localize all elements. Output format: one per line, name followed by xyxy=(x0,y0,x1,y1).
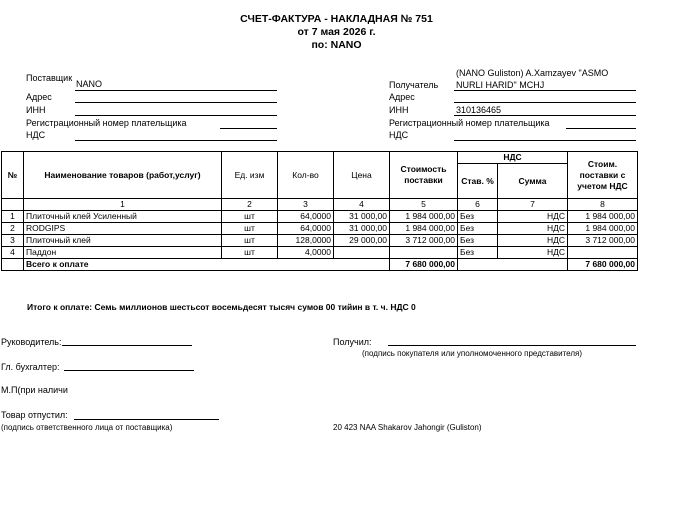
col-number: 8 xyxy=(568,199,638,211)
col-header-qty: Кол-во xyxy=(278,152,334,199)
row-vat-rate: Без xyxy=(458,211,498,223)
recipient-value-line1: (NANO Guliston) A.Xamzayev "ASMO xyxy=(456,68,609,78)
row-vat-rate: Без xyxy=(458,235,498,247)
recipient-vat-line xyxy=(454,140,636,141)
recipient-inn-value: 310136465 xyxy=(456,105,502,115)
row-qty: 128,0000 xyxy=(278,235,334,247)
row-unit: шт xyxy=(222,211,278,223)
row-vat-sum: НДС xyxy=(498,247,568,259)
col-header-cost: Стоимость поставки xyxy=(390,152,458,199)
row-vat-rate: Без xyxy=(458,247,498,259)
released-label: Товар отпустил: xyxy=(1,410,68,420)
row-total: 3 712 000,00 xyxy=(568,235,638,247)
col-number: 2 xyxy=(222,199,278,211)
row-name: RODGIPS xyxy=(24,223,222,235)
recipient-underline xyxy=(454,90,636,91)
col-header-unit: Ед. изм xyxy=(222,152,278,199)
col-number: 6 xyxy=(458,199,498,211)
document-title: СЧЕТ-ФАКТУРА - НАКЛАДНАЯ № 751 xyxy=(240,13,433,25)
table-row xyxy=(2,223,638,235)
supplier-inn-line xyxy=(75,115,277,116)
col-header-total: Стоим. поставки с учетом НДС xyxy=(568,152,638,199)
col-header-vat-sum: Сумма xyxy=(498,164,568,199)
col-header-vat-rate: Став. % xyxy=(458,164,498,199)
recipient-address-line xyxy=(454,102,636,103)
row-qty: 4,0000 xyxy=(278,247,334,259)
row-unit: шт xyxy=(222,223,278,235)
row-no: 1 xyxy=(2,211,24,223)
row-cost xyxy=(390,247,458,259)
supplier-vat-line xyxy=(75,140,277,141)
col-header-no: № xyxy=(2,152,24,199)
row-price: 31 000,00 xyxy=(334,223,390,235)
row-cost: 1 984 000,00 xyxy=(390,223,458,235)
head-signature-line xyxy=(62,345,192,346)
col-header-price: Цена xyxy=(334,152,390,199)
row-vat-sum: НДС xyxy=(498,235,568,247)
released-signature-line xyxy=(74,419,219,420)
supplier-reg-label: Регистрационный номер плательщика xyxy=(26,118,187,128)
accountant-signature-line xyxy=(64,370,194,371)
supplier-underline xyxy=(75,90,277,91)
col-number: 4 xyxy=(334,199,390,211)
supplier-address-line xyxy=(75,102,277,103)
invoice-table xyxy=(1,151,638,271)
row-price: 29 000,00 xyxy=(334,235,390,247)
recipient-value-line2: NURLI HARID" MCHJ xyxy=(456,80,545,90)
table-row xyxy=(2,211,638,223)
received-note: (подпись покупателя или уполномоченного представителя) xyxy=(362,349,583,358)
col-number: 5 xyxy=(390,199,458,211)
col-number: 3 xyxy=(278,199,334,211)
total-cost: 7 680 000,00 xyxy=(390,259,458,271)
row-name: Плиточный клей xyxy=(24,235,222,247)
supplier-inn-label: ИНН xyxy=(26,105,46,115)
row-unit: шт xyxy=(222,247,278,259)
recipient-label: Получатель xyxy=(389,80,439,90)
stamp-label: М.П(при наличи xyxy=(1,385,68,395)
recipient-inn-label: ИНН xyxy=(389,105,409,115)
row-vat-rate: Без xyxy=(458,223,498,235)
total-with-vat: 7 680 000,00 xyxy=(568,259,638,271)
row-total xyxy=(568,247,638,259)
table-total-row xyxy=(2,259,638,271)
supplier-vat-label: НДС xyxy=(26,130,46,140)
row-unit: шт xyxy=(222,235,278,247)
row-price: 31 000,00 xyxy=(334,211,390,223)
row-total: 1 984 000,00 xyxy=(568,211,638,223)
col-header-vat: НДС xyxy=(458,152,568,164)
col-number: 7 xyxy=(498,199,568,211)
table-row xyxy=(2,247,638,259)
received-label: Получил: xyxy=(333,337,372,347)
supplier-value: NANO xyxy=(76,79,103,89)
row-vat-sum: НДС xyxy=(498,223,568,235)
total-label: Всего к оплате xyxy=(24,259,390,271)
recipient-address-label: Адрес xyxy=(389,92,415,102)
row-qty: 64,0000 xyxy=(278,211,334,223)
col-header-name: Наименование товаров (работ,услуг) xyxy=(24,152,222,199)
released-note: (подпись ответственного лица от поставщика) xyxy=(1,423,173,432)
amount-in-words: Итого к оплате: Семь миллионов шестьсот восемьдесят тысяч сумов 00 тийин в т. ч. НДС 0 xyxy=(27,302,416,312)
document-date: от 7 мая 2026 г. xyxy=(297,26,376,38)
recipient-inn-line xyxy=(454,115,636,116)
head-label: Руководитель: xyxy=(1,337,62,347)
row-no: 3 xyxy=(2,235,24,247)
supplier-label: Поставщик xyxy=(26,73,73,83)
recipient-vat-label: НДС xyxy=(389,130,409,140)
row-no: 2 xyxy=(2,223,24,235)
accountant-label: Гл. бухгалтер: xyxy=(1,362,60,372)
recipient-reg-label: Регистрационный номер плательщика xyxy=(389,118,550,128)
row-price xyxy=(334,247,390,259)
row-no: 4 xyxy=(2,247,24,259)
col-number: 1 xyxy=(24,199,222,211)
recipient-reg-line xyxy=(566,128,636,129)
row-vat-sum: НДС xyxy=(498,211,568,223)
row-name: Плиточный клей Усиленный xyxy=(24,211,222,223)
supplier-reg-line xyxy=(220,128,277,129)
supplier-address-label: Адрес xyxy=(26,92,52,102)
row-cost: 1 984 000,00 xyxy=(390,211,458,223)
row-total: 1 984 000,00 xyxy=(568,223,638,235)
document-basis: по: NANO xyxy=(311,39,362,51)
footer-reference: 20 423 NAA Shakarov Jahongir (Guliston) xyxy=(333,423,482,432)
received-signature-line xyxy=(388,345,636,346)
row-qty: 64,0000 xyxy=(278,223,334,235)
row-cost: 3 712 000,00 xyxy=(390,235,458,247)
row-name: Паддон xyxy=(24,247,222,259)
table-row xyxy=(2,235,638,247)
